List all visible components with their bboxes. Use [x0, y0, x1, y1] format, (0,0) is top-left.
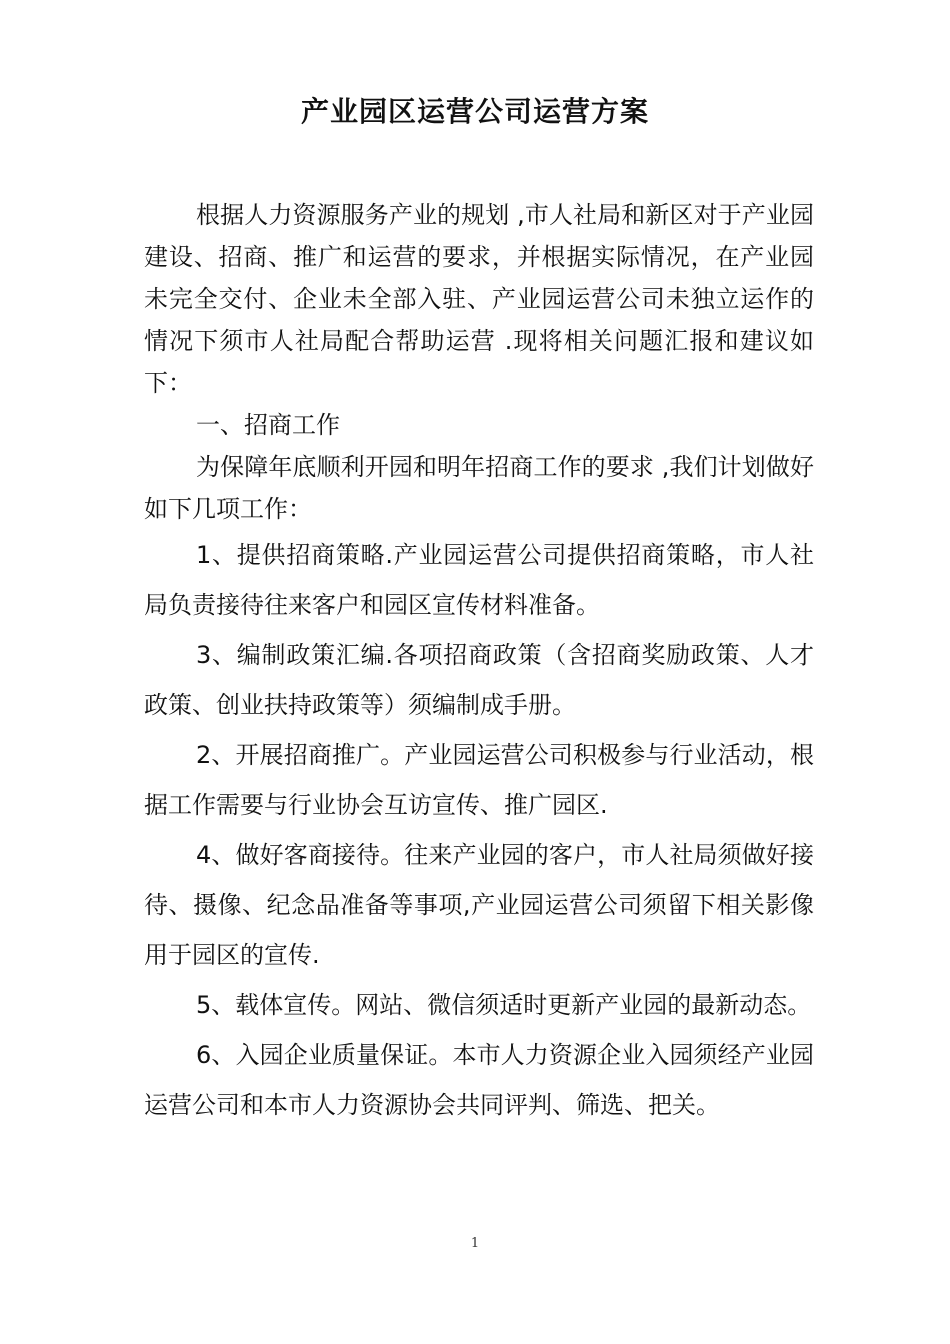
list-item-promotion: 2、开展招商推广。产业园运营公司积极参与行业活动，根据工作需要与行业协会互访宣传、推广园区.: [144, 741, 814, 819]
list-item-policy: 3、编制政策汇编.各项招商政策（含招商奖励政策、人才政策、创业扶持政策等）须编制成手册。: [144, 641, 814, 719]
document-body: [144, 194, 814, 1130]
document-title: 产业园区运营公司运营方案: [300, 95, 649, 128]
list-item-reception: 4、做好客商接待。往来产业园的客户，市人社局须做好接待、摄像、纪念品准备等事项,产业园运营公司须留下相关影像用于园区的宣传.: [144, 841, 814, 969]
section-heading-investment: 一、招商工作: [196, 411, 340, 439]
page-number: 1: [470, 1236, 480, 1251]
list-item-publicity: 5、载体宣传。网站、微信须适时更新产业园的最新动态。: [196, 991, 812, 1019]
paragraph-plan: 为保障年底顺利开园和明年招商工作的要求 ,我们计划做好如下几项工作：: [144, 453, 814, 523]
paragraph-intro: 根据人力资源服务产业的规划 ,市人社局和新区对于产业园建设、招商、推广和运营的要求，并根据实际情况，在产业园未完全交付、企业未全部入驻、产业园运营公司未独立运作的情况下须市人社局配合帮助运营 .现将相关问题汇报和建议如下：: [144, 201, 814, 397]
list-item-strategy: 1、提供招商策略.产业园运营公司提供招商策略，市人社局负责接待往来客户和园区宣传材料准备。: [144, 541, 814, 619]
list-item-quality: 6、入园企业质量保证。本市人力资源企业入园须经产业园运营公司和本市人力资源协会共同评判、筛选、把关。: [144, 1041, 814, 1119]
